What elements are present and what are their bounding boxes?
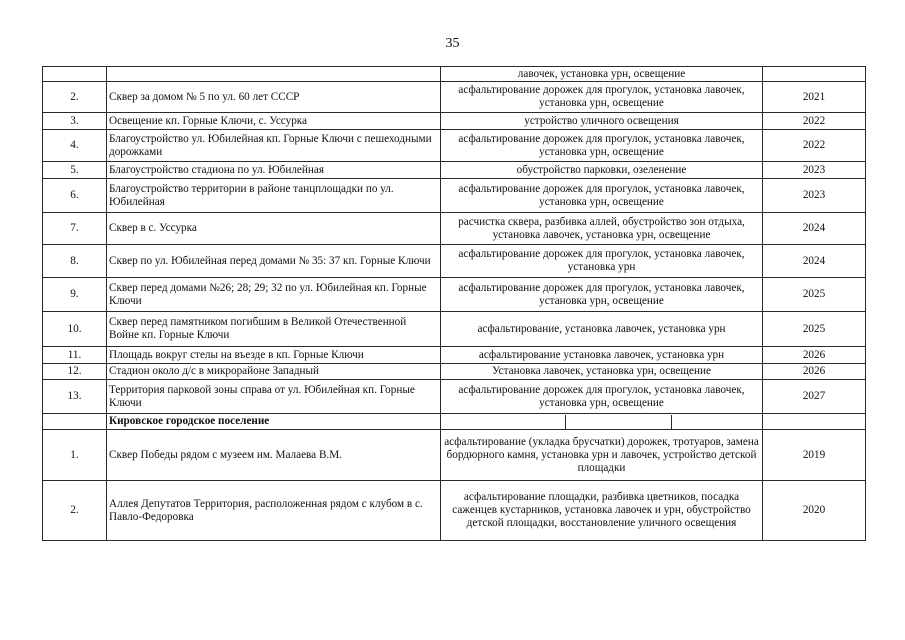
- table-row: [43, 67, 866, 82]
- table-row: [43, 430, 866, 481]
- row-number: 7.: [43, 213, 107, 245]
- object-name: Площадь вокруг стелы на въезде в кп. Горные Ключи: [107, 347, 441, 364]
- works-description: лавочек, установка урн, освещение: [441, 67, 763, 82]
- table-row: [43, 364, 866, 380]
- works-description: асфальтирование установка лавочек, установка урн: [441, 347, 763, 364]
- works-description: асфальтирование дорожек для прогулок, установка лавочек, установка урн, освещение: [441, 130, 763, 162]
- year: 2027: [763, 380, 866, 414]
- object-name: Аллея Депутатов Территория, расположенная рядом с клубом в с. Павло-Федоровка: [107, 481, 441, 541]
- object-name: Сквер Победы рядом с музеем им. Малаева В.М.: [107, 430, 441, 481]
- year: 2023: [763, 162, 866, 179]
- object-name: Сквер в с. Уссурка: [107, 213, 441, 245]
- year: 2019: [763, 430, 866, 481]
- year: 2023: [763, 179, 866, 213]
- year: 2026: [763, 347, 866, 364]
- object-name: Стадион около д/с в микрорайоне Западный: [107, 364, 441, 380]
- year: 2020: [763, 481, 866, 541]
- section-header-row: [43, 414, 866, 430]
- table-row: [43, 481, 866, 541]
- row-number: 4.: [43, 130, 107, 162]
- section-title: Кировское городское поселение: [107, 414, 441, 430]
- object-name: Сквер по ул. Юбилейная перед домами № 35: 37 кп. Горные Ключи: [107, 245, 441, 278]
- year: 2022: [763, 130, 866, 162]
- year: 2021: [763, 82, 866, 113]
- year: 2024: [763, 213, 866, 245]
- object-name: Сквер перед домами №26; 28; 29; 32 по ул. Юбилейная кп. Горные Ключи: [107, 278, 441, 312]
- row-number: 3.: [43, 113, 107, 130]
- table-row: [43, 312, 866, 347]
- year: 2025: [763, 278, 866, 312]
- row-number: 2.: [43, 481, 107, 541]
- table-row: [43, 82, 866, 113]
- works-description: асфальтирование дорожек для прогулок, установка лавочек, установка урн, освещение: [441, 380, 763, 414]
- sub-cell: [566, 415, 672, 429]
- row-number: 8.: [43, 245, 107, 278]
- table-row: [43, 179, 866, 213]
- works-description: устройство уличного освещения: [441, 113, 763, 130]
- works-description: асфальтирование дорожек для прогулок, установка лавочек, установка урн, освещение: [441, 179, 763, 213]
- year: 2025: [763, 312, 866, 347]
- object-name: Сквер за домом № 5 по ул. 60 лет СССР: [107, 82, 441, 113]
- sub-cell: [672, 415, 760, 429]
- year: [763, 67, 866, 82]
- row-number: 10.: [43, 312, 107, 347]
- row-number: [43, 414, 107, 430]
- works-description: асфальтирование (укладка брусчатки) дорожек, тротуаров, замена бордюрного камня, установка урн и лавочек, устройство детской площадки: [441, 430, 763, 481]
- row-number: 11.: [43, 347, 107, 364]
- object-name: Сквер перед памятником погибшим в Великой Отечественной Войне кп. Горные Ключи: [107, 312, 441, 347]
- works-description: асфальтирование дорожек для прогулок, установка лавочек, установка урн: [441, 245, 763, 278]
- works-description: расчистка сквера, разбивка аллей, обустройство зон отдыха, установка лавочек, установка урн, освещение: [441, 213, 763, 245]
- table-row: [43, 380, 866, 414]
- improvement-table: [42, 66, 866, 541]
- table-row: [43, 130, 866, 162]
- works-description: [441, 414, 763, 430]
- works-description: асфальтирование, установка лавочек, установка урн: [441, 312, 763, 347]
- table-row: [43, 213, 866, 245]
- year: 2024: [763, 245, 866, 278]
- row-number: 13.: [43, 380, 107, 414]
- row-number: 5.: [43, 162, 107, 179]
- row-number: 9.: [43, 278, 107, 312]
- row-number: 6.: [43, 179, 107, 213]
- row-number: 12.: [43, 364, 107, 380]
- object-name: [107, 67, 441, 82]
- row-number: 2.: [43, 82, 107, 113]
- sub-cell: [443, 415, 566, 429]
- works-description: асфальтирование дорожек для прогулок, установка лавочек, установка урн, освещение: [441, 82, 763, 113]
- works-description: обустройство парковки, озеленение: [441, 162, 763, 179]
- row-number: 1.: [43, 430, 107, 481]
- row-number: [43, 67, 107, 82]
- sub-cell-group: [443, 415, 760, 429]
- year: 2026: [763, 364, 866, 380]
- object-name: Территория парковой зоны справа от ул. Юбилейная кп. Горные Ключи: [107, 380, 441, 414]
- object-name: Благоустройство территории в районе танцплощадки по ул. Юбилейная: [107, 179, 441, 213]
- object-name: Освещение кп. Горные Ключи, с. Уссурка: [107, 113, 441, 130]
- object-name: Благоустройство стадиона по ул. Юбилейная: [107, 162, 441, 179]
- table-row: [43, 278, 866, 312]
- works-description: Установка лавочек, установка урн, освещение: [441, 364, 763, 380]
- year: 2022: [763, 113, 866, 130]
- works-description: асфальтирование площадки, разбивка цветников, посадка саженцев кустарников, установка лавочек и урн, обустройство детской площадки, восстановление уличного освещения: [441, 481, 763, 541]
- table-row: [43, 245, 866, 278]
- table-row: [43, 162, 866, 179]
- works-description: асфальтирование дорожек для прогулок, установка лавочек, установка урн, освещение: [441, 278, 763, 312]
- object-name: Благоустройство ул. Юбилейная кп. Горные Ключи с пешеходными дорожками: [107, 130, 441, 162]
- year: [763, 414, 866, 430]
- table-row: [43, 347, 866, 364]
- page-number: 35: [445, 36, 460, 51]
- table-row: [43, 113, 866, 130]
